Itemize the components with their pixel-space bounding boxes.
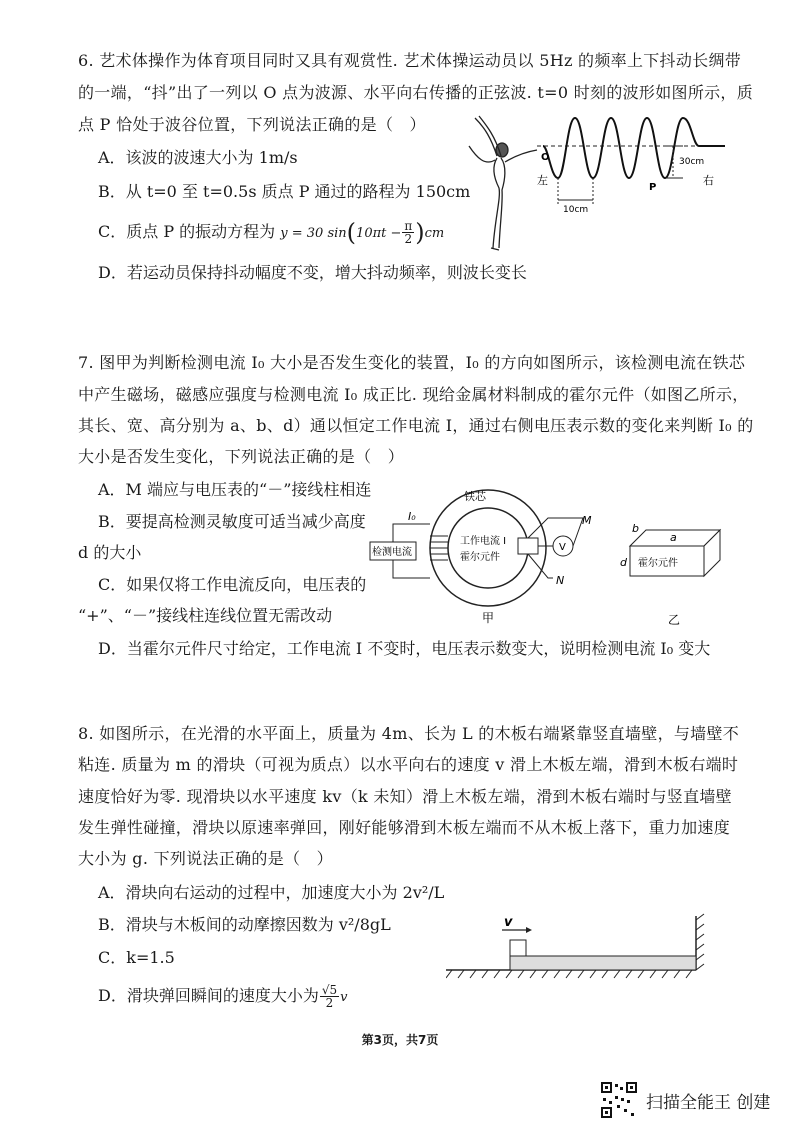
label-a: a: [670, 531, 677, 544]
label-b: b: [632, 522, 639, 535]
q8-stem-line4: 发生弹性碰撞，滑块以原速率弹回，刚好能够滑到木板左端而不从木板上落下，重力加速度: [78, 818, 731, 837]
label-p: P: [649, 182, 657, 193]
label-left: 左: [537, 174, 548, 187]
label-d: d: [620, 556, 627, 569]
label-source: 检测电流: [372, 547, 412, 558]
q7-stem-line3: 其长、宽、高分别为 a、b、d）通以恒定工作电流 I，通过右侧电压表示数的变化来判断 I₀ 的: [78, 416, 754, 435]
gymnast-figure: [469, 116, 537, 250]
label-work2: 霍尔元件: [460, 552, 500, 563]
q7-option-d: D．当霍尔元件尺寸给定，工作电流 I 不变时，电压表示数变大，说明检测电流 I₀ 变大: [98, 639, 711, 658]
q7-option-c-line1: C．如果仅将工作电流反向，电压表的: [98, 575, 367, 594]
q8-option-c: C．k=1.5: [98, 948, 175, 967]
qr-code-icon: [600, 1081, 638, 1119]
label-work1: 工作电流 I: [460, 536, 507, 547]
q7-figure-a: [368, 488, 618, 628]
q7-option-b-line1: B．要提高检测灵敏度可适当减少高度: [98, 512, 366, 531]
coil: [430, 536, 448, 560]
label-m: M: [582, 514, 592, 527]
q6-option-d: D．若运动员保持抖动幅度不变，增大抖动频率，则波长变长: [98, 263, 527, 282]
board: [510, 956, 696, 970]
label-right: 右: [703, 174, 714, 187]
q7-option-a: A．M 端应与电压表的“－”接线柱相连: [98, 480, 372, 499]
q8-stem-line5: 大小为 g. 下列说法正确的是（ ）: [78, 849, 333, 868]
scanner-watermark: [600, 1080, 770, 1120]
slider-block: [510, 940, 526, 956]
label-core: 铁芯: [464, 490, 486, 503]
page-footer: 第3页，共7页: [361, 1033, 439, 1047]
label-amplitude: 30cm: [679, 157, 705, 167]
label-o: O: [541, 152, 550, 163]
label-v: V: [559, 542, 566, 553]
q8-option-d: D．滑块弹回瞬间的速度大小为 $\frac{√5}{2}$ v: [98, 983, 348, 1010]
q6-wave-figure: [455, 108, 735, 258]
label-velocity: v: [504, 915, 513, 930]
label-n: N: [556, 574, 565, 587]
q8-stem-line1: 8. 如图所示，在光滑的水平面上，质量为 4m、长为 L 的木板右端紧靠竖直墙壁，与墙壁不: [78, 724, 740, 743]
q6-option-a: A．该波的波速大小为 1m/s: [98, 148, 298, 167]
scanner-label: 扫描全能王 创建: [646, 1092, 771, 1113]
q8-option-a: A．滑块向右运动的过程中，加速度大小为 2v²/L: [98, 883, 445, 902]
q7-stem-line1: 7. 图甲为判断检测电流 I₀ 大小是否发生变化的装置，I₀ 的方向如图所示，该检测电流在铁芯: [78, 353, 746, 372]
caption-b: 乙: [668, 613, 681, 627]
q7-option-c-line2: “+”、“－”接线柱连线位置无需改动: [78, 606, 333, 625]
q8-stem-line2: 粘连. 质量为 m 的滑块（可视为质点）以水平向右的速度 v 滑上木板左端，滑到木板右端时: [78, 755, 739, 774]
hall-element: [518, 538, 538, 554]
label-length: 10cm: [563, 205, 589, 215]
caption-a: 甲: [482, 611, 495, 625]
q8-stem-line3: 速度恰好为零. 现滑块以水平速度 kv（k 未知）滑上木板左端，滑到木板右端时与竖直墙壁: [78, 787, 732, 806]
q7-figure-b: [620, 520, 730, 630]
q6-option-b: B．从 t=0 至 t=0.5s 质点 P 通过的路程为 150cm: [98, 182, 471, 201]
q7-option-b-line2: d 的大小: [78, 543, 142, 562]
label-elem: 霍尔元件: [638, 558, 678, 569]
q6-stem-line2: 的一端，“抖”出了一列以 O 点为波源、水平向右传播的正弦波. t=0 时刻的波形如图所示，质: [78, 83, 754, 102]
q6-stem-line1: 6. 艺术体操作为体育项目同时又具有观赏性. 艺术体操运动员以 5Hz 的频率上下抖动长绸带: [78, 51, 742, 70]
wave-curve: [543, 118, 725, 178]
label-i0: I₀: [408, 510, 416, 523]
q6-option-c: C．质点 P 的振动方程为 y = 30 sin(10πt − $\frac{\pi}{2}$ )cm: [98, 218, 445, 247]
q8-option-b: B．滑块与木板间的动摩擦因数为 v²/8gL: [98, 915, 391, 934]
q8-board-figure: [446, 912, 712, 988]
q6-stem-line3: 点 P 恰处于波谷位置，下列说法正确的是（ ）: [78, 115, 426, 134]
q7-stem-line2: 中产生磁场，磁感应强度与检测电流 I₀ 成正比. 现给金属材料制成的霍尔元件（如图乙所示，: [78, 385, 749, 404]
q7-stem-line4: 大小是否发生变化，下列说法正确的是（ ）: [78, 447, 405, 466]
